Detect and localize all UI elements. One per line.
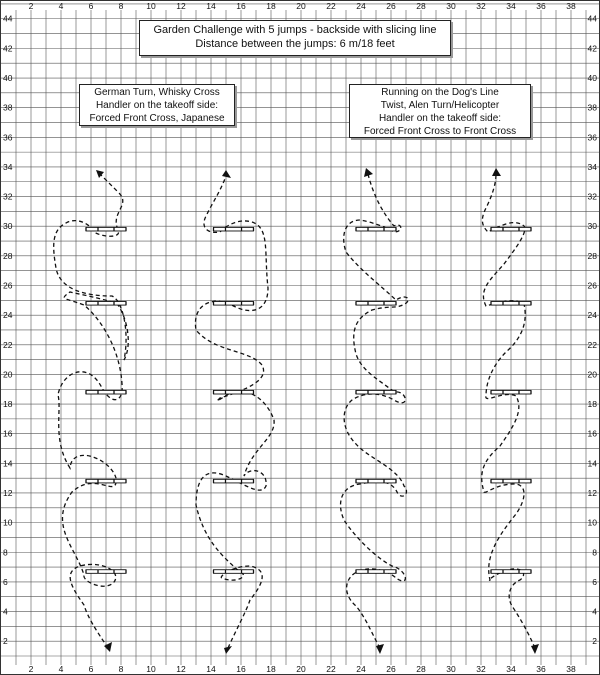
y-tick-label-left: 2 [3,636,8,647]
x-tick-label-bottom: 2 [28,664,34,674]
x-tick-label-top: 24 [356,1,366,11]
arrow-head [222,170,231,178]
jump [491,570,531,574]
jumps [86,227,531,573]
x-tick-label-bottom: 22 [326,664,336,674]
left-box-line-1: German Turn, Whisky Cross [94,87,220,98]
jump-bar [491,479,531,483]
right-box-line-2: Twist, Alen Turn/Helicopter [380,100,500,111]
y-tick-label-left: 32 [3,191,13,202]
x-tick-label-top: 34 [506,1,516,11]
jump-bar [356,227,396,231]
x-tick-label-bottom: 30 [446,664,456,674]
arrow-head [96,170,104,178]
y-tick-label-left: 12 [3,487,13,498]
y-tick-label-left: 14 [3,458,13,469]
x-tick-label-bottom: 20 [296,664,306,674]
y-tick-label-right: 4 [592,606,597,617]
path-twist [482,174,535,648]
y-tick-label-left: 20 [3,369,13,380]
jump-bar [356,479,396,483]
arrow-head [224,646,232,654]
jump-bar [86,479,126,483]
jump-bar [356,390,396,394]
x-tick-label-bottom: 28 [416,664,426,674]
x-tick-label-bottom: 10 [146,664,156,674]
jump-bar [491,570,531,574]
jump-bar [86,301,126,305]
jump [214,227,254,231]
jump [491,390,531,394]
y-tick-label-left: 44 [3,13,13,24]
x-tick-label-top: 6 [88,1,94,11]
y-tick-label-left: 42 [3,43,13,54]
y-tick-label-right: 8 [592,547,597,558]
right-box-line-1: Running on the Dog's Line [381,87,499,98]
jump [214,301,254,305]
y-tick-label-right: 38 [587,102,597,113]
x-tick-label-bottom: 14 [206,664,216,674]
jump-bar [491,390,531,394]
jump [356,301,396,305]
y-tick-label-right: 2 [592,636,597,647]
x-tick-label-bottom: 38 [566,664,576,674]
y-tick-label-right: 40 [587,73,597,84]
x-tick-label-top: 12 [176,1,186,11]
x-tick-label-top: 18 [266,1,276,11]
y-tick-label-left: 10 [3,517,13,528]
jump-bar [214,390,254,394]
arrow-head [104,642,112,652]
jump [214,479,254,483]
arrow-head [531,644,539,654]
x-tick-label-top: 32 [476,1,486,11]
x-tick-label-top: 10 [146,1,156,11]
y-tick-label-left: 18 [3,399,13,410]
jump [214,390,254,394]
y-tick-label-right: 28 [587,250,597,261]
y-tick-label-right: 26 [587,280,597,291]
jump-bar [214,301,254,305]
y-tick-label-left: 8 [3,547,8,558]
arrow-head [376,644,384,654]
x-tick-label-bottom: 24 [356,664,366,674]
y-tick-label-right: 12 [587,487,597,498]
jump [86,227,126,231]
y-tick-label-left: 6 [3,576,8,587]
y-tick-label-right: 22 [587,339,597,350]
y-tick-label-left: 24 [3,310,13,321]
right-technique-box [349,84,531,138]
jump-bar [214,227,254,231]
x-tick-label-bottom: 34 [506,664,516,674]
jump-bar [214,479,254,483]
jump [86,570,126,574]
y-tick-label-left: 26 [3,280,13,291]
x-tick-label-top: 36 [536,1,546,11]
y-tick-label-right: 18 [587,399,597,410]
jump [86,479,126,483]
arrow-head [492,168,501,176]
x-tick-label-top: 16 [236,1,246,11]
x-tick-label-top: 38 [566,1,576,11]
y-tick-label-right: 10 [587,517,597,528]
jump-bar [491,301,531,305]
right-box-line-3: Handler on the takeoff side: [378,113,502,124]
x-tick-label-bottom: 36 [536,664,546,674]
jump [356,390,396,394]
y-tick-label-right: 42 [587,43,597,54]
x-tick-label-top: 22 [326,1,336,11]
jump [356,227,396,231]
jump [491,301,531,305]
x-tick-label-top: 26 [386,1,396,11]
y-tick-label-left: 4 [3,606,8,617]
jump [491,227,531,231]
jump [356,570,396,574]
y-tick-label-left: 16 [3,428,13,439]
x-tick-label-bottom: 26 [386,664,396,674]
left-technique-box [79,84,235,126]
y-tick-label-right: 30 [587,221,597,232]
y-tick-label-right: 16 [587,428,597,439]
jump-bar [491,227,531,231]
y-tick-label-right: 36 [587,132,597,143]
x-tick-label-top: 2 [28,1,34,11]
y-tick-label-right: 34 [587,161,597,172]
jump [214,570,254,574]
jump [86,390,126,394]
jump [356,479,396,483]
y-tick-label-right: 20 [587,369,597,380]
y-tick-label-right: 32 [587,191,597,202]
jump-bar [86,227,126,231]
x-tick-label-top: 28 [416,1,426,11]
y-tick-label-left: 28 [3,250,13,261]
jump-bar [86,570,126,574]
y-tick-label-left: 40 [3,73,13,84]
y-tick-label-left: 38 [3,102,13,113]
path-dogs-line [341,174,409,648]
y-tick-label-right: 6 [592,576,597,587]
x-tick-label-bottom: 12 [176,664,186,674]
y-tick-label-left: 30 [3,221,13,232]
path-whisky-cross [195,176,274,648]
y-tick-label-left: 22 [3,339,13,350]
jump-bar [356,570,396,574]
left-box-line-3: Forced Front Cross, Japanese [89,113,225,124]
jump [86,301,126,305]
y-tick-label-left: 36 [3,132,13,143]
jump-bar [356,301,396,305]
x-tick-label-bottom: 8 [118,664,124,674]
x-tick-label-top: 20 [296,1,306,11]
x-tick-label-top: 14 [206,1,216,11]
x-tick-label-bottom: 4 [58,664,64,674]
jump [491,479,531,483]
x-tick-label-top: 8 [118,1,124,11]
title-line-1: Garden Challenge with 5 jumps - backside with slicing line [153,24,437,36]
y-tick-label-right: 14 [587,458,597,469]
jump-bar [214,570,254,574]
x-tick-label-bottom: 32 [476,664,486,674]
x-tick-label-bottom: 18 [266,664,276,674]
right-box-line-4: Forced Front Cross to Front Cross [363,126,517,137]
y-tick-label-right: 24 [587,310,597,321]
x-tick-label-top: 4 [58,1,64,11]
y-tick-label-left: 34 [3,161,13,172]
title-line-2: Distance between the jumps: 6 m/18 feet [195,38,395,50]
y-tick-label-right: 44 [587,13,597,24]
jump-bar [86,390,126,394]
x-tick-label-bottom: 6 [88,664,94,674]
x-tick-label-top: 30 [446,1,456,11]
left-box-line-2: Handler on the takeoff side: [95,100,219,111]
x-tick-label-bottom: 16 [236,664,246,674]
title-box [139,20,451,56]
